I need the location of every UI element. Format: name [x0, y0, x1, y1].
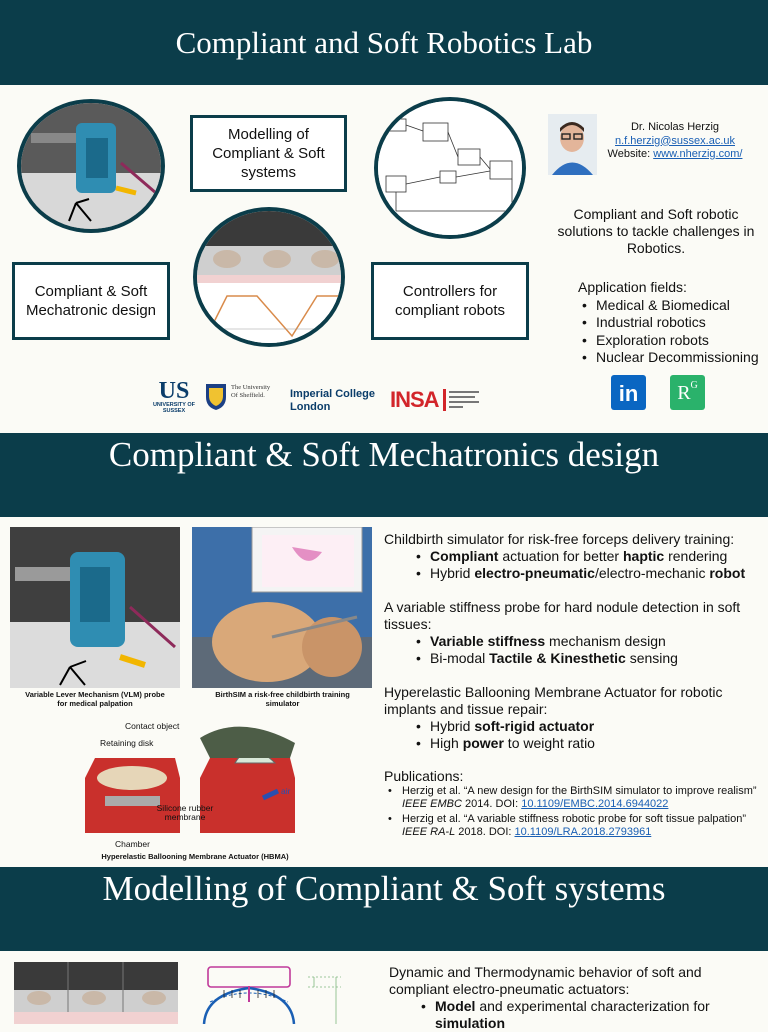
website-label: Website: [607, 148, 651, 160]
birthsim-image [192, 527, 372, 688]
section-title: Compliant & Soft Mechatronics design [108, 435, 660, 474]
birthsim-caption: BirthSIM a risk-free childbirth training simulator [215, 690, 350, 708]
hbma-label-contact: Contact object [125, 721, 180, 731]
sussex-logo [152, 380, 196, 414]
pressure-chamber-diagram [196, 962, 346, 1024]
childbirth-intro: Childbirth simulator for risk-free forceps delivery training: [384, 531, 735, 547]
modelling-intro: Dynamic and Thermodynamic behavior of soft and compliant electro-pneumatic actuators: [389, 964, 702, 997]
imperial-logo: Imperial College London [290, 388, 375, 413]
page-title: Compliant and Soft Robotics Lab [175, 25, 593, 60]
doi-link[interactable]: 10.1109/EMBC.2014.6944022 [521, 798, 669, 810]
hbma-caption: Hyperelastic Ballooning Membrane Actuator (HBMA) [101, 852, 289, 861]
hbma-intro: Hyperelastic Ballooning Membrane Actuator for robotic implants and tissue repair: [384, 684, 723, 717]
field-item: • Exploration robots [596, 332, 768, 350]
profile-info [600, 121, 750, 162]
header-band [0, 0, 768, 85]
linkedin-button[interactable] [611, 375, 646, 410]
modelling-bullet-1: • Model and experimental characterization for [435, 998, 764, 1015]
field-item: • Industrial robotics [596, 314, 768, 332]
insa-text-block [443, 389, 483, 411]
field-item: • Medical & Biomedical [596, 297, 768, 315]
insa-logo [390, 387, 485, 413]
vlm-caption: Variable Lever Mechanism (VLM) probe for medical palpation [25, 690, 165, 708]
hbma-bullet-2: • High power to weight ratio [430, 735, 764, 752]
section-band-modelling [0, 867, 768, 951]
actuator-sequence-image [14, 962, 178, 1024]
researchgate-icon: R [677, 382, 691, 404]
probe-intro: A variable stiffness probe for hard nodule detection in soft tissues: [384, 599, 741, 632]
linkedin-icon: in [618, 381, 639, 406]
hbma-bullet-1: • Hybrid soft-rigid actuator [430, 718, 764, 735]
email-link[interactable]: n.f.herzig@sussex.ac.uk [615, 134, 735, 147]
modelling-photo-strip [14, 962, 178, 1024]
vlm-photo [10, 527, 180, 688]
researchgate-button[interactable]: $R^G$ [670, 375, 705, 410]
lab-intro: Compliant and Soft robotic solutions to tackle challenges in Robotics. [557, 206, 755, 256]
hbma-label-chamber: Chamber [115, 839, 150, 849]
childbirth-bullet-2: • Hybrid electro-pneumatic/electro-mechanic robot [430, 565, 764, 582]
modelling-illustration [197, 211, 341, 343]
box-mechatronic: Compliant & Soft Mechatronic design [12, 262, 170, 340]
modelling-bullet-continuation: simulation [435, 1015, 506, 1031]
fields-title: Application fields: [578, 279, 687, 295]
publications-title: Publications: [384, 768, 464, 784]
sussex-logo-mark: US [158, 378, 190, 404]
doi-link[interactable]: 10.1109/LRA.2018.2793961 [514, 826, 652, 838]
application-fields [578, 279, 768, 367]
box-controllers: Controllers for compliant robots [371, 262, 529, 340]
field-item: • Nuclear Decommissioning [596, 349, 768, 367]
website-link[interactable]: www.nherzig.com/ [653, 148, 743, 160]
pressure-diagram [196, 962, 346, 1024]
probe-bullet-1: • Variable stiffness mechanism design [430, 633, 764, 650]
birthsim-photo [192, 527, 372, 688]
control-block-diagram [378, 101, 522, 235]
sussex-logo-text: UNIVERSITY OF SUSSEX [152, 402, 196, 414]
vlm-probe-image [10, 527, 180, 688]
section-title: Modelling of Compliant & Soft systems [102, 869, 666, 908]
controllers-diagram-circle [374, 97, 526, 239]
sheffield-crest-icon [205, 383, 227, 411]
childbirth-bullet-1: • Compliant actuation for better haptic rendering [430, 548, 764, 565]
sheffield-logo [205, 383, 275, 415]
profile-photo [548, 114, 597, 175]
profile-name: Dr. Nicolas Herzig [630, 121, 720, 133]
sheffield-text: The University Of Sheffield. [231, 384, 271, 399]
probe-illustration [21, 103, 161, 229]
hbma-label-air: air [281, 786, 291, 796]
modelling-photo-circle [193, 207, 345, 347]
hbma-label-retaining: Retaining disk [100, 738, 154, 748]
insa-logo-text: INSA [390, 387, 439, 412]
hbma-label-membrane: Silicone rubber membrane [156, 803, 214, 822]
box-modelling: Modelling of Compliant & Soft systems [190, 115, 347, 192]
portrait-image [548, 114, 597, 175]
hbma-illustration [80, 718, 300, 850]
publication-item: • Herzig et al. “A variable stiffness robotic probe for soft tissue palpation” IEEE RA-L 2018. DOI: 10.1109/LRA.2018.2793961 [402, 813, 764, 839]
section-band-mechatronics [0, 433, 768, 517]
mechatronic-photo-circle [17, 99, 165, 233]
publication-item: • Herzig et al. “A new design for the BirthSIM simulator to improve realism” IEEE EMBC 2014. DOI: 10.1109/EMBC.2014.6944022 [402, 785, 764, 811]
mechatronics-text [384, 531, 764, 839]
probe-bullet-2: • Bi-modal Tactile & Kinesthetic sensing [430, 650, 764, 667]
modelling-text [389, 964, 764, 1032]
